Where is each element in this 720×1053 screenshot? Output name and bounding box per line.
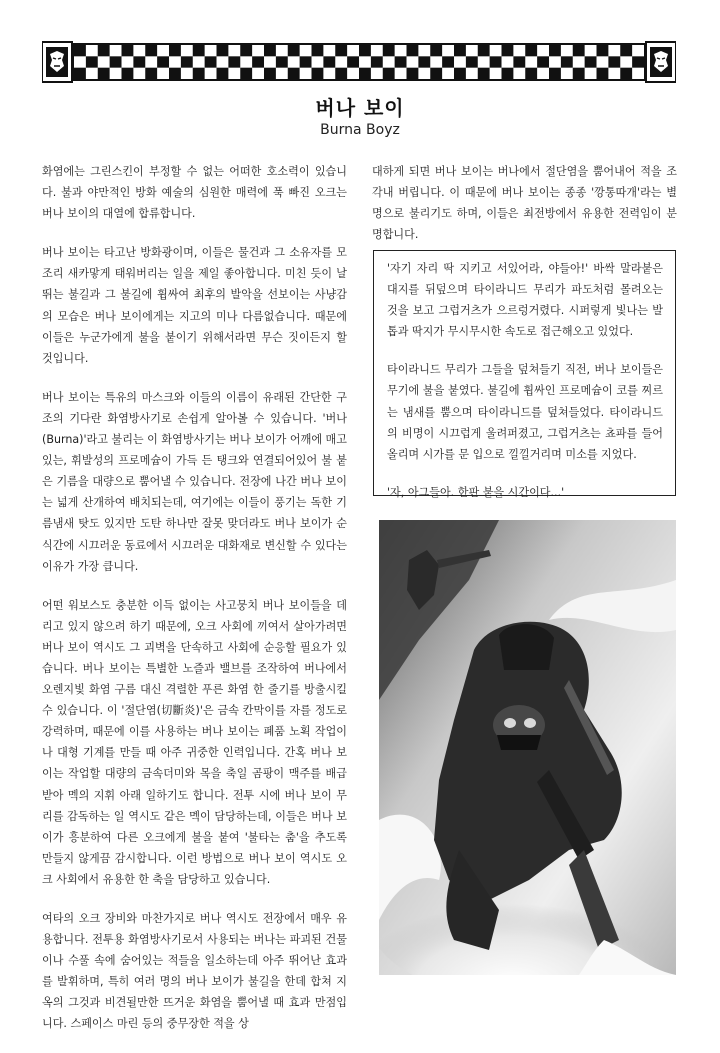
checker-cell bbox=[217, 68, 229, 79]
left-column bbox=[42, 161, 347, 1053]
checker-cell bbox=[264, 68, 276, 79]
checker-cell bbox=[430, 45, 442, 56]
checker-cell bbox=[169, 45, 181, 56]
illustration-artwork bbox=[379, 520, 676, 975]
checker-cell bbox=[205, 56, 217, 67]
quote-paragraph-2: 타이라니드 무리가 그들을 덮쳐들기 직전, 버나 보이들은 무기에 불을 붙였다. 불길에 휩싸인 프로메슘이 코를 찌르는 냄새를 뿜으며 타이라니드를 덮쳐들었다. 타이라니드의 비명이 시끄럽게 울려퍼졌고, 그럽거츠는 쵸파를 들어올리며 시가를 문 입으로 낄낄거리며 미소를 지었다. bbox=[387, 363, 663, 461]
checker-cell bbox=[632, 56, 644, 67]
checker-cell bbox=[74, 45, 86, 56]
checker-cell bbox=[585, 56, 597, 67]
checker-cell bbox=[561, 56, 573, 67]
checker-cell bbox=[157, 56, 169, 67]
checker-cell bbox=[122, 45, 134, 56]
right-column bbox=[372, 161, 677, 263]
left-paragraph-5: 여타의 오크 장비와 마찬가지로 버나 역시도 전장에서 매우 유용합니다. 전투용 화염방사기로서 사용되는 버나는 파괴된 건물이나 수풀 속에 숨어있는 적들을 일소하는데 아주 뛰어난 효과를 발휘하며, 특히 여러 명의 버나 보이가 불길을 한데 합쳐 지옥의 그것과 비견될만한 뜨거운 화염을 뿜어낼 때 효과 만점입니다. 스페이스 마린 등의 중무장한 적을 상 bbox=[42, 912, 347, 1031]
checker-cell bbox=[252, 56, 264, 67]
page-subtitle: Burna Boyz bbox=[320, 122, 400, 138]
checker-cell bbox=[335, 68, 347, 79]
checker-cell bbox=[478, 45, 490, 56]
art-ork-mask bbox=[497, 735, 541, 750]
checker-cell bbox=[300, 56, 312, 67]
checker-cell bbox=[74, 68, 86, 79]
checker-pattern-icon bbox=[42, 40, 676, 86]
checker-cell bbox=[430, 68, 442, 79]
checker-cell bbox=[193, 45, 205, 56]
art-ork-goggle-left bbox=[504, 718, 516, 728]
checker-cell bbox=[537, 56, 549, 67]
checker-cell bbox=[620, 68, 632, 79]
right-paragraph-1: 대하게 되면 버나 보이는 버나에서 절단염을 뿜어내어 적을 조각내 버립니다. 이 때문에 버나 보이는 종종 '깡통따개'라는 별명으로 불리기도 하며, 이들은 최전방에서 유용한 전력임이 분명합니다. bbox=[372, 165, 677, 242]
checker-cell bbox=[133, 56, 145, 67]
checker-cell bbox=[502, 68, 514, 79]
art-ork-tank bbox=[499, 624, 554, 670]
checker-cell bbox=[454, 68, 466, 79]
checker-cell bbox=[359, 45, 371, 56]
checker-cell bbox=[466, 56, 478, 67]
checker-cell bbox=[418, 56, 430, 67]
checker-cell bbox=[383, 45, 395, 56]
checker-cell bbox=[98, 68, 110, 79]
checker-cell bbox=[549, 68, 561, 79]
checker-cell bbox=[442, 56, 454, 67]
checker-cell bbox=[169, 68, 181, 79]
checker-cell bbox=[193, 68, 205, 79]
checker-cell bbox=[407, 45, 419, 56]
checker-cell bbox=[478, 68, 490, 79]
checker-cell bbox=[288, 68, 300, 79]
checker-cell bbox=[359, 68, 371, 79]
checker-cell bbox=[312, 68, 324, 79]
checker-cell bbox=[110, 56, 122, 67]
checker-cell bbox=[573, 45, 585, 56]
ork-burna-boy-illustration bbox=[379, 520, 676, 975]
checker-cell bbox=[181, 56, 193, 67]
checker-cell bbox=[525, 68, 537, 79]
checker-cell bbox=[395, 56, 407, 67]
checker-cell bbox=[347, 56, 359, 67]
checker-cell bbox=[240, 45, 252, 56]
page-title: 버나 보이 bbox=[315, 96, 405, 120]
left-paragraph-1: 화염에는 그린스킨이 부정할 수 없는 어떠한 호소력이 있습니다. 불과 야만적인 방화 예술의 심원한 매력에 푹 빠진 오크는 버나 보이의 대열에 합류합니다. bbox=[42, 165, 347, 221]
checker-cell bbox=[573, 68, 585, 79]
checker-header-band bbox=[42, 40, 676, 86]
checker-cell bbox=[549, 45, 561, 56]
quote-box bbox=[373, 250, 676, 499]
checker-cell bbox=[525, 45, 537, 56]
checker-cell bbox=[240, 68, 252, 79]
checker-cell bbox=[288, 45, 300, 56]
checker-cell bbox=[454, 45, 466, 56]
checker-cell bbox=[597, 68, 609, 79]
checker-cell bbox=[383, 68, 395, 79]
checker-cell bbox=[620, 45, 632, 56]
checker-cell bbox=[122, 68, 134, 79]
checker-cell bbox=[490, 56, 502, 67]
checker-cell bbox=[145, 68, 157, 79]
checker-cell bbox=[407, 68, 419, 79]
checker-cell bbox=[597, 45, 609, 56]
art-ork-goggle-right bbox=[524, 718, 536, 728]
checker-cell bbox=[145, 45, 157, 56]
left-paragraph-2: 버나 보이는 타고난 방화광이며, 이들은 물건과 그 소유자를 모조리 새카맣게 태워버리는 일을 제일 좋아합니다. 미친 듯이 날뛰는 불길과 그 불길에 휩싸여 최후의 발악을 선보이는 사냥감의 모습은 버나 보이에게는 지고의 미나 다름없습니다. 때문에 이들은 누군가에게 불을 붙이기 위해서라면 무슨 짓이든지 할 것입니다. bbox=[42, 246, 347, 365]
checker-cell bbox=[312, 45, 324, 56]
checker-cell bbox=[371, 56, 383, 67]
quote-paragraph-1: '자기 자리 딱 지키고 서있어라, 야들아!' 바싹 말라붙은 대지를 뒤덮으며 타이라니드 무리가 파도처럼 몰려오는 것을 보고 그럽거츠가 으르렁거렸다. 시퍼렇게 빛나는 발톱과 딱지가 무시무시한 속도로 접근해오고 있었다. bbox=[387, 262, 663, 339]
left-paragraph-3: 버나 보이는 특유의 마스크와 이들의 이름이 유래된 간단한 구조의 기다란 화염방사기로 손쉽게 알아볼 수 있습니다. '버나(Burna)'라고 불리는 이 화염방사기는 버나 보이가 어깨에 매고 있는, 휘발성의 프로메슘이 가득 든 탱크와 연결되어있어 불 붙은 기름을 대량으로 뿜어낼 수 있습니다. 전장에 나간 버나 보이는 넓게 산개하여 배치되는데, 여기에는 이들이 풍기는 독한 기름냄새 탓도 있지만 도탄 하나만 잘못 맞더라도 버나 보이가 순식간에 시끄러운 동료에서 시끄러운 대화재로 변신할 수 있다는 이유가 가장 큽니다. bbox=[42, 390, 347, 573]
checker-cell bbox=[608, 56, 620, 67]
checker-cell bbox=[86, 56, 98, 67]
checker-cell bbox=[228, 56, 240, 67]
checker-cell bbox=[264, 45, 276, 56]
checker-cell bbox=[502, 45, 514, 56]
checker-cell bbox=[323, 56, 335, 67]
checker-cell bbox=[98, 45, 110, 56]
quote-paragraph-3: '자, 아그들아. 한판 붙을 시간이다...' bbox=[387, 485, 565, 499]
checker-cell bbox=[335, 45, 347, 56]
checker-cell bbox=[217, 45, 229, 56]
checker-cell bbox=[513, 56, 525, 67]
checker-cell bbox=[276, 56, 288, 67]
left-paragraph-4: 어떤 워보스도 충분한 이득 없이는 사고뭉치 버나 보이들을 데리고 있지 않으려 하기 때문에, 오크 사회에 끼여서 살아가려면 버나 보이 역시도 그 괴벽을 단속하고 사회에 순응할 필요가 있습니다. 버나 보이는 특별한 노즐과 밸브를 조작하여 버나에서 오렌지빛 화염 구름 대신 격렬한 푸른 화염 한 줄기를 방출시킬 수 있습니다. 이 '절단염(切斷炎)'은 금속 칸막이를 자를 정도로 강력하며, 때문에 이를 사용하는 버나 보이는 폐품 노획 작업이나 대형 기계를 만들 때 아주 귀중한 인력입니다. 간혹 버나 보이는 작업할 대량의 금속더미와 목을 축일 곰팡이 맥주를 배급받아 멕의 지휘 아래 일하기도 합니다. 전투 시에 버나 보이 무리를 감독하는 일 역시도 같은 멕이 담당하는데, 이들은 버나 보이가 흥분하여 다른 오크에게 불을 붙여 '불타는 춤'을 추도록 만들지 않게끔 감시합니다. 이런 방법으로 버나 보이 역시도 오크 사회에서 유용한 한 축을 담당하고 있습니다. bbox=[42, 598, 347, 886]
